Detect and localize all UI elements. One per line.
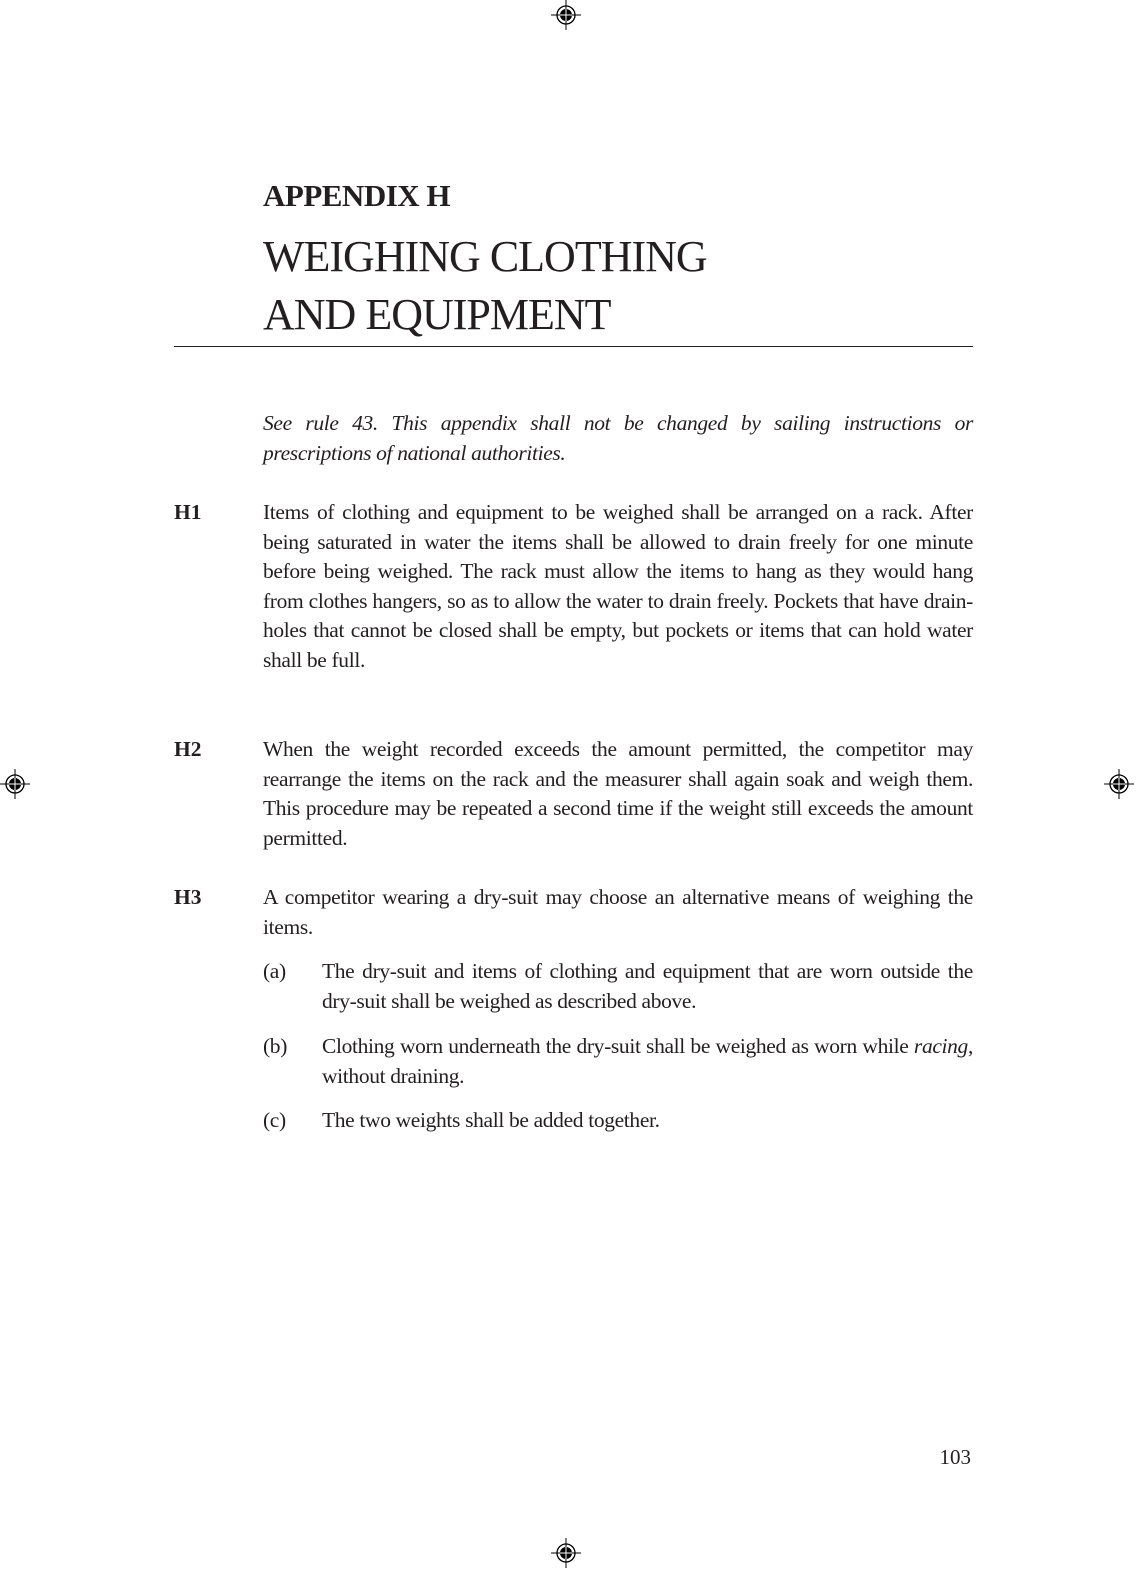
subitem-text: The two weights shall be added together. bbox=[322, 1108, 660, 1132]
subitem-b bbox=[263, 1032, 973, 1091]
appendix-label: APPENDIX H bbox=[263, 178, 451, 213]
page-title bbox=[263, 228, 707, 344]
registration-mark-icon bbox=[0, 769, 30, 799]
subitem-label: (b) bbox=[263, 1034, 288, 1058]
registration-mark-icon bbox=[551, 0, 581, 30]
registration-mark-icon bbox=[551, 1538, 581, 1568]
rule-text-h2: When the weight recorded exceeds the amount permitted, the competitor may rearrange the items on the rack and the measurer shall again soak and weigh them. This procedure may be repeated a second time if the weight still exceeds the amount permitted. bbox=[263, 737, 973, 850]
title-line-2: AND EQUIPMENT bbox=[263, 290, 611, 339]
rule-text-h3: A competitor wearing a dry-suit may choose an alternative means of weighing the items. bbox=[263, 885, 973, 939]
subitem-label: (a) bbox=[263, 959, 286, 983]
subitem-text-part: , without draining. bbox=[322, 1034, 973, 1088]
page-number: 103 bbox=[939, 1445, 971, 1469]
subitem-c bbox=[263, 1106, 973, 1136]
registration-mark-icon bbox=[1104, 769, 1134, 799]
subitem-text: The dry-suit and items of clothing and equipment that are worn outside the dry-suit shall be weighed as described above. bbox=[322, 959, 973, 1013]
rule-label-h2: H2 bbox=[174, 737, 202, 761]
rule-label-h3: H3 bbox=[174, 885, 202, 909]
title-line-1: WEIGHING CLOTHING bbox=[263, 232, 707, 281]
subitem-label: (c) bbox=[263, 1108, 286, 1132]
subitem-text bbox=[322, 1032, 973, 1091]
title-divider bbox=[174, 346, 973, 347]
rule-text-h1: Items of clothing and equipment to be weighed shall be arranged on a rack. After being saturated in water the items shall be allowed to drain freely for one minute before being weighed. The rack must allow the items to hang as they would hang from clothes hangers, so as to allow the water to drain freely. Pockets that have drain-holes that cannot be closed shall be empty, but pockets or items that can hold water shall be full. bbox=[263, 500, 973, 672]
intro-note: See rule 43. This appendix shall not be changed by sailing instructions or prescriptions of national authorities. bbox=[263, 411, 973, 465]
subitem-a bbox=[263, 957, 973, 1016]
defined-term: racing bbox=[913, 1034, 968, 1058]
rule-label-h1: H1 bbox=[174, 500, 202, 524]
subitem-text-part: Clothing worn underneath the dry-suit shall be weighed as worn while bbox=[322, 1034, 914, 1058]
